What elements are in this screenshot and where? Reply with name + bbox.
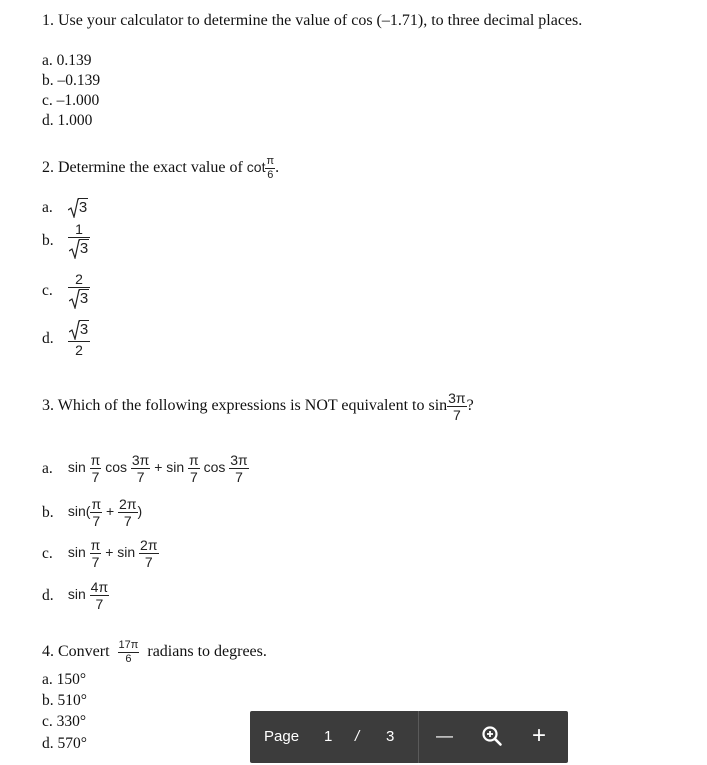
current-page-input[interactable]: 1: [324, 728, 333, 745]
q3-option-d: d. sin $\frac{4\pi}{7}$: [42, 579, 109, 612]
q1-option-c: c. –1.000: [42, 92, 100, 109]
question-3-text: 3. Which of the following expressions is NOT equivalent to sin: [42, 397, 448, 415]
q3-option-a: a. sin $\frac{\pi}{7}$ cos $\frac{3\pi}{7}$ + sin $\frac{\pi}{7}$ cos $\frac{3\pi}{7}$: [42, 452, 248, 485]
question-1-text: 1. Use your calculator to determine the value of cos (–1.71), to three decimal places.: [42, 12, 583, 29]
q1-option-a: a. 0.139: [42, 52, 92, 69]
page-label: Page: [264, 728, 300, 745]
question-2-text: 2. Determine the exact value of: [42, 159, 243, 177]
question-4: 4. Convert $\frac{17\pi}{6}$ radians to degrees.: [42, 639, 267, 665]
total-pages: 3: [386, 728, 395, 745]
zoom-out-button[interactable]: —: [436, 726, 453, 745]
sqrt-3: 3: [68, 197, 88, 218]
seventeen-pi-over-6: $\frac{17\pi}{6}$: [118, 639, 139, 665]
one-over-sqrt-3: $\frac{1}{3}$: [68, 222, 90, 259]
q1-option-b: b. –0.139: [42, 72, 101, 89]
cot-fn: cot: [246, 159, 266, 176]
q2-option-c: c. $\frac{2}{3}$: [42, 272, 90, 309]
q1-option-d: d. 1.000: [42, 112, 93, 129]
toolbar-divider: [418, 711, 419, 763]
q2-option-b: b. $\frac{1}{3}$: [42, 222, 90, 259]
pi-over-6: $\frac{\pi}{6}$: [266, 155, 275, 181]
zoom-icon[interactable]: [481, 725, 503, 751]
zoom-in-button[interactable]: +: [532, 722, 547, 749]
q2-option-a: a. 3: [42, 197, 88, 218]
q2-option-d: d. $\frac{3}{2}$: [42, 321, 89, 359]
question-3: 3. Which of the following expressions is NOT equivalent to sin $\frac{3\pi}{7}$ ?: [42, 390, 474, 423]
q4-option-d: d. 570°: [42, 735, 87, 752]
q4-option-a: a. 150°: [42, 671, 87, 688]
q3-option-b: b. sin( $\frac{\pi}{7}$ + $\frac{2\pi}{7}$ ): [42, 496, 143, 529]
two-over-sqrt-3: $\frac{2}{3}$: [68, 272, 90, 309]
sqrt-3-over-2: $\frac{3}{2}$: [68, 320, 90, 357]
page-separator: /: [355, 728, 360, 745]
q4-option-b: b. 510°: [42, 692, 87, 709]
question-2: 2. Determine the exact value of cot $\frac{\pi}{6}$ .: [42, 155, 280, 181]
three-pi-over-7: $\frac{3\pi}{7}$: [448, 390, 466, 423]
q3-option-c: c. sin $\frac{\pi}{7}$ + sin $\frac{2\pi}{7}$: [42, 537, 158, 570]
q4-option-c: c. 330°: [42, 713, 87, 730]
page-toolbar: [250, 711, 568, 763]
